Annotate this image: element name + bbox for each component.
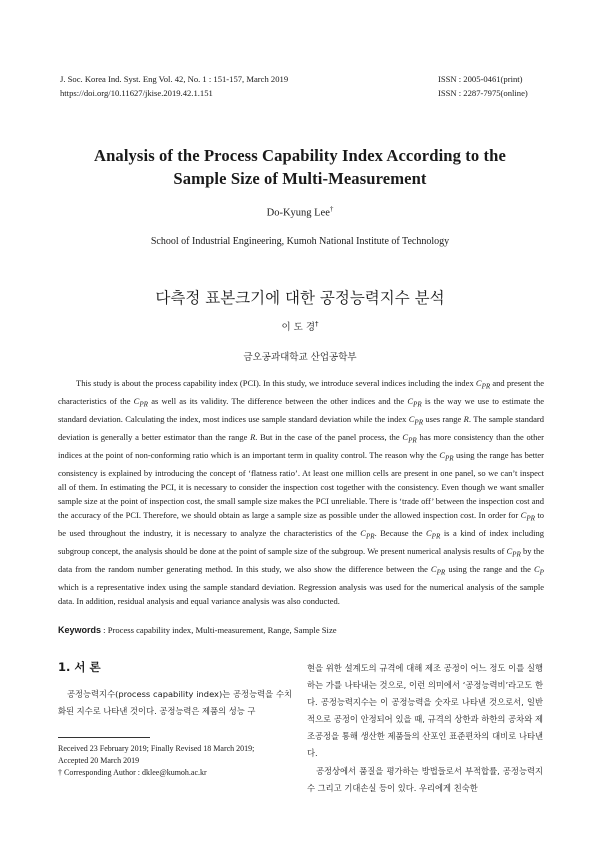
symbol-cp: $C_P$ [534, 564, 544, 577]
symbol-cpr: $C_{PR}$ [520, 510, 535, 524]
symbol-cpr: $C_{PR}$ [475, 378, 491, 391]
title-line-2: Sample Size of Multi-Measurement [173, 169, 427, 188]
intro-paragraph-right-1: 현을 위한 설계도의 규격에 대해 제조 공정이 어느 정도 이를 실행하는 가를 나타내는 것으로, 이런 의미에서 ‘공정능력비’라고도 한다. 공정능력지수는 이 공정능력을 숫자로 나타낸 것으로서, 일반적으로 공정이 안정되어 있을 때, 규격의 상한과 하한의 공차와 제조공정을 통해 생산한 제품들의 산포인 표준편차의 대비로 나타낸다. [307, 663, 543, 759]
abstract-text: using the range and the [445, 564, 534, 575]
abstract-text: using the range has better consistency is explained by introducing the concept of ‘flatness ratio’. At least one million cells are present in one panel, so we can’t inspect all of them. In estimating the PCI, it is necessary to consider the inspection cost together with the consistency. Even though we want smaller sample size at the point of inspection cost, the small sample size makes the PCI unreliable. There is ‘trade off’ between the inspection cost and the accuracy of the PCI. Therefore, we should obtain as large a sample size as possible under the allowed inspection cost. In order for [58, 449, 544, 521]
symbol-cpr: $C_{PR}$ [360, 528, 375, 542]
symbol-cpr: $C_{PR}$ [407, 395, 422, 409]
symbol-cpr: $C_{PR}$ [439, 449, 454, 463]
abstract [58, 376, 544, 609]
issn-block [438, 72, 528, 100]
author [0, 205, 600, 219]
section-number: 1. [58, 660, 71, 674]
symbol-r: R [250, 431, 256, 442]
keywords-separator: : [101, 625, 108, 635]
abstract-text: as well as its validity. The difference between the other indices and the [148, 395, 408, 406]
keywords [58, 625, 337, 635]
corresponding-email[interactable]: Corresponding Author : dklee@kumoh.ac.kr [62, 768, 207, 777]
section-title: 서 론 [74, 660, 101, 674]
korean-corresponding-mark: † [315, 319, 319, 328]
title-line-1: Analysis of the Process Capability Index According to the [94, 146, 506, 165]
symbol-cpr: $C_{PR}$ [506, 546, 521, 559]
footnote [58, 743, 254, 779]
journal-header [60, 72, 288, 100]
abstract-text: which is a representative index using the sample standard deviation. Regression analysis was used for the numerical analysis of the sample data. In addition, residual analysis and equal variance analysis was also conducted. [58, 582, 544, 607]
intro-paragraph-left: 공정능력지수(process capability index)는 공정능력을 수치화된 지수로 나타낸 것이다. 공정능력은 제품의 성능 구 [58, 689, 292, 716]
doi-link[interactable]: https://doi.org/10.11627/jkise.2019.42.1.151 [60, 88, 213, 98]
abstract-text: uses range [423, 413, 464, 424]
issn-online: ISSN : 2287-7975(online) [438, 88, 528, 98]
section-heading [58, 659, 101, 675]
intro-paragraph-right-2: 공정상에서 품질을 평가하는 방법들로서 부적합률, 공정능력지수 그리고 기대손실 등이 있다. 우리에게 친숙한 [307, 765, 543, 793]
abstract-text: This study is about the process capability index (PCI). In this study, we introduce several indices including the index [76, 378, 476, 388]
abstract-text: . But in the case of the panel process, the [255, 431, 403, 442]
keywords-text: Process capability index, Multi-measurement, Range, Sample Size [107, 625, 337, 635]
abstract-text: has more consistency than the other indices at the point of non-conforming ratio which is an important term in quality control. The reason why the [58, 431, 545, 460]
right-column [307, 660, 543, 797]
received-dates: Received 23 February 2019; Finally Revised 18 March 2019; [58, 744, 255, 753]
korean-author-name: 이 도 경 [281, 322, 316, 333]
korean-author [0, 319, 600, 333]
symbol-cpr: $C_{PR}$ [430, 564, 446, 577]
symbol-cpr: $C_{PR}$ [133, 395, 148, 409]
korean-title: 다측정 표본크기에 대한 공정능력지수 분석 [155, 289, 445, 307]
symbol-cpr: $C_{PR}$ [408, 413, 424, 427]
affiliation: School of Industrial Engineering, Kumoh National Institute of Technology [150, 236, 450, 247]
footnote-divider [58, 737, 150, 738]
symbol-r: R [463, 413, 469, 424]
paper-title [40, 144, 560, 190]
corresponding-author [58, 767, 254, 779]
accepted-date: Accepted 20 March 2019 [58, 756, 140, 765]
abstract-text: is a kind of index including subgroup concept, the analysis should be done at the point of sample size of the subgroup. We present numerical analysis results of [58, 528, 544, 557]
abstract-text: . The sample standard deviation is generally a better estimator than the range [58, 413, 544, 442]
symbol-cpr: $C_{PR}$ [425, 528, 441, 542]
dagger-mark: † [58, 768, 62, 777]
korean-affiliation: 금오공과대학교 산업공학부 [243, 352, 357, 363]
abstract-text: and present the characteristics of the [58, 378, 544, 406]
symbol-cpr: $C_{PR}$ [402, 431, 417, 445]
author-name: Do-Kyung Lee [266, 207, 330, 219]
abstract-text: by the data from the random number generating method. In this study, we also show the difference between the [58, 546, 544, 575]
abstract-text: is the way we use to estimate the standard deviation. Calculating the index, most indices use sample standard deviation while the index [58, 395, 545, 424]
abstract-text: to be used throughout the industry, it is necessary to analyze the characteristics of the [58, 510, 544, 539]
corresponding-mark: † [329, 205, 334, 213]
abstract-text: . Because the [374, 528, 426, 539]
issn-print: ISSN : 2005-0461(print) [438, 74, 523, 84]
journal-citation: J. Soc. Korea Ind. Syst. Eng Vol. 42, No. 1 : 151-157, March 2019 [60, 74, 289, 84]
keywords-label: Keywords [58, 625, 102, 635]
